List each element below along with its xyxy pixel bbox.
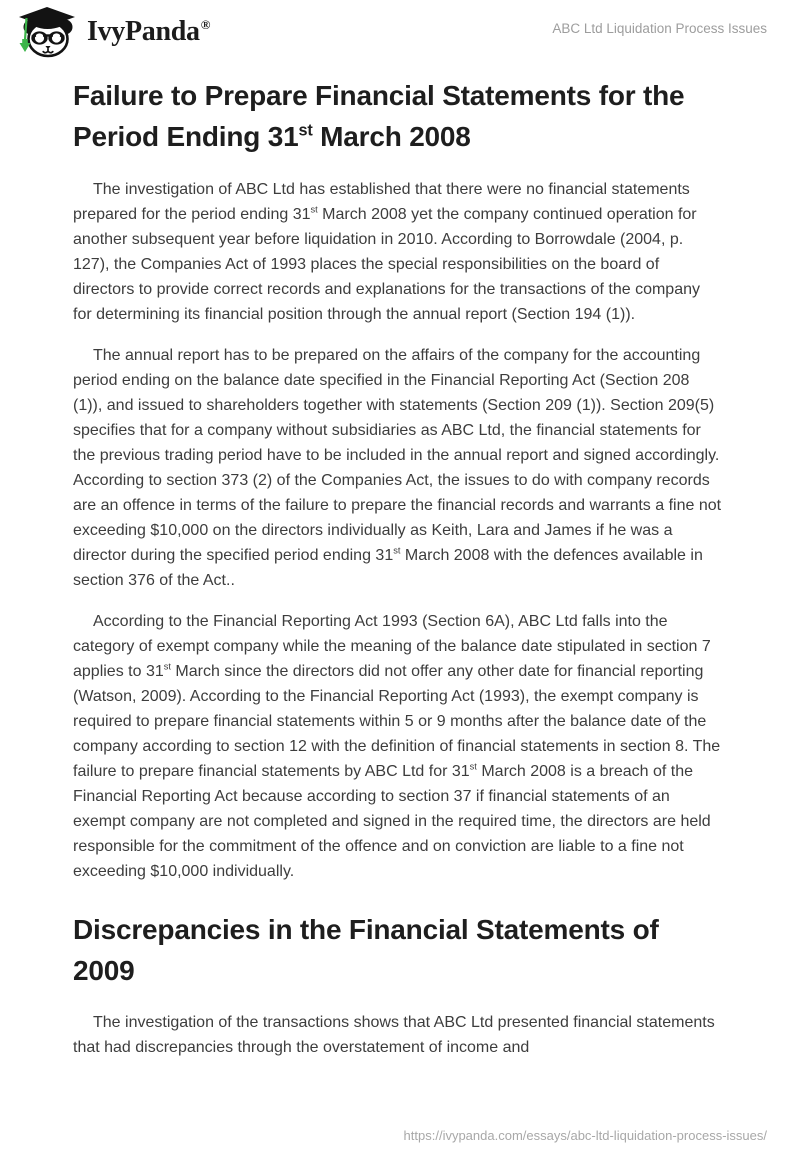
paragraph: The investigation of ABC Ltd has established that there were no financial statements prepared for the period ending 31st March 2008 yet the company continued operation for another subsequent year before liquidation in 2010. According to Borrowdale (2004, p. 127), the Companies Act of 1993 places the special responsibilities on the board of directors to provide correct records and explanations for the transactions of the company for determining its financial position through the annual report (Section 194 (1)). [73, 181, 700, 323]
document-body [0, 75, 800, 1060]
ivypanda-logo-icon [16, 6, 78, 58]
section-heading-discrepancies: Discrepancies in the Financial Statements of 2009 [73, 914, 659, 986]
registered-mark: ® [200, 17, 211, 32]
section-heading-financial-statements: Failure to Prepare Financial Statements for the Period Ending 31st March 2008 [73, 80, 685, 152]
brand-logo [16, 6, 209, 58]
paragraph: The investigation of the transactions shows that ABC Ltd presented financial statements that had discrepancies through the overstatement of income and [73, 1014, 715, 1056]
page-footer [404, 1127, 767, 1145]
paragraph: According to the Financial Reporting Act 1993 (Section 6A), ABC Ltd falls into the category of exempt company while the meaning of the balance date stipulated in section 7 applies to 31st March since the directors did not offer any other date for financial reporting (Watson, 2009). According to the Financial Reporting Act (1993), the exempt company is required to prepare financial statements within 5 or 9 months after the balance date of the company according to section 12 with the definition of financial statements in section 8. The failure to prepare financial statements by ABC Ltd for 31st March 2008 is a breach of the Financial Reporting Act because according to section 37 if financial statements of an exempt company are not completed and signed in the required time, the directors are held responsible for the commitment of the offence and on conviction are liable to a fine not exceeding $10,000 individually. [73, 613, 721, 880]
header-doc-title: ABC Ltd Liquidation Process Issues [552, 21, 767, 36]
paragraph: The annual report has to be prepared on the affairs of the company for the accounting period ending on the balance date specified in the Financial Reporting Act (Section 208 (1)), and issued to shareholders together with statements (Section 209 (1)). Section 209(5) specifies that for a company without subsidiaries as ABC Ltd, the financial statements for the previous trading period have to be included in the annual report and signed accordingly. According to section 373 (2) of the Companies Act, the issues to do with company records are an offence in terms of the failure to prepare the financial records and warrants a fine not exceeding $10,000 on the directors individually as Keith, Lara and James if he was a director during the specified period ending 31st March 2008 with the defences available in section 376 of the Act.. [73, 347, 722, 589]
source-url-link[interactable]: https://ivypanda.com/essays/abc-ltd-liquidation-process-issues/ [403, 1128, 767, 1143]
brand-name: IvyPanda [87, 16, 200, 47]
page-header [0, 0, 800, 58]
